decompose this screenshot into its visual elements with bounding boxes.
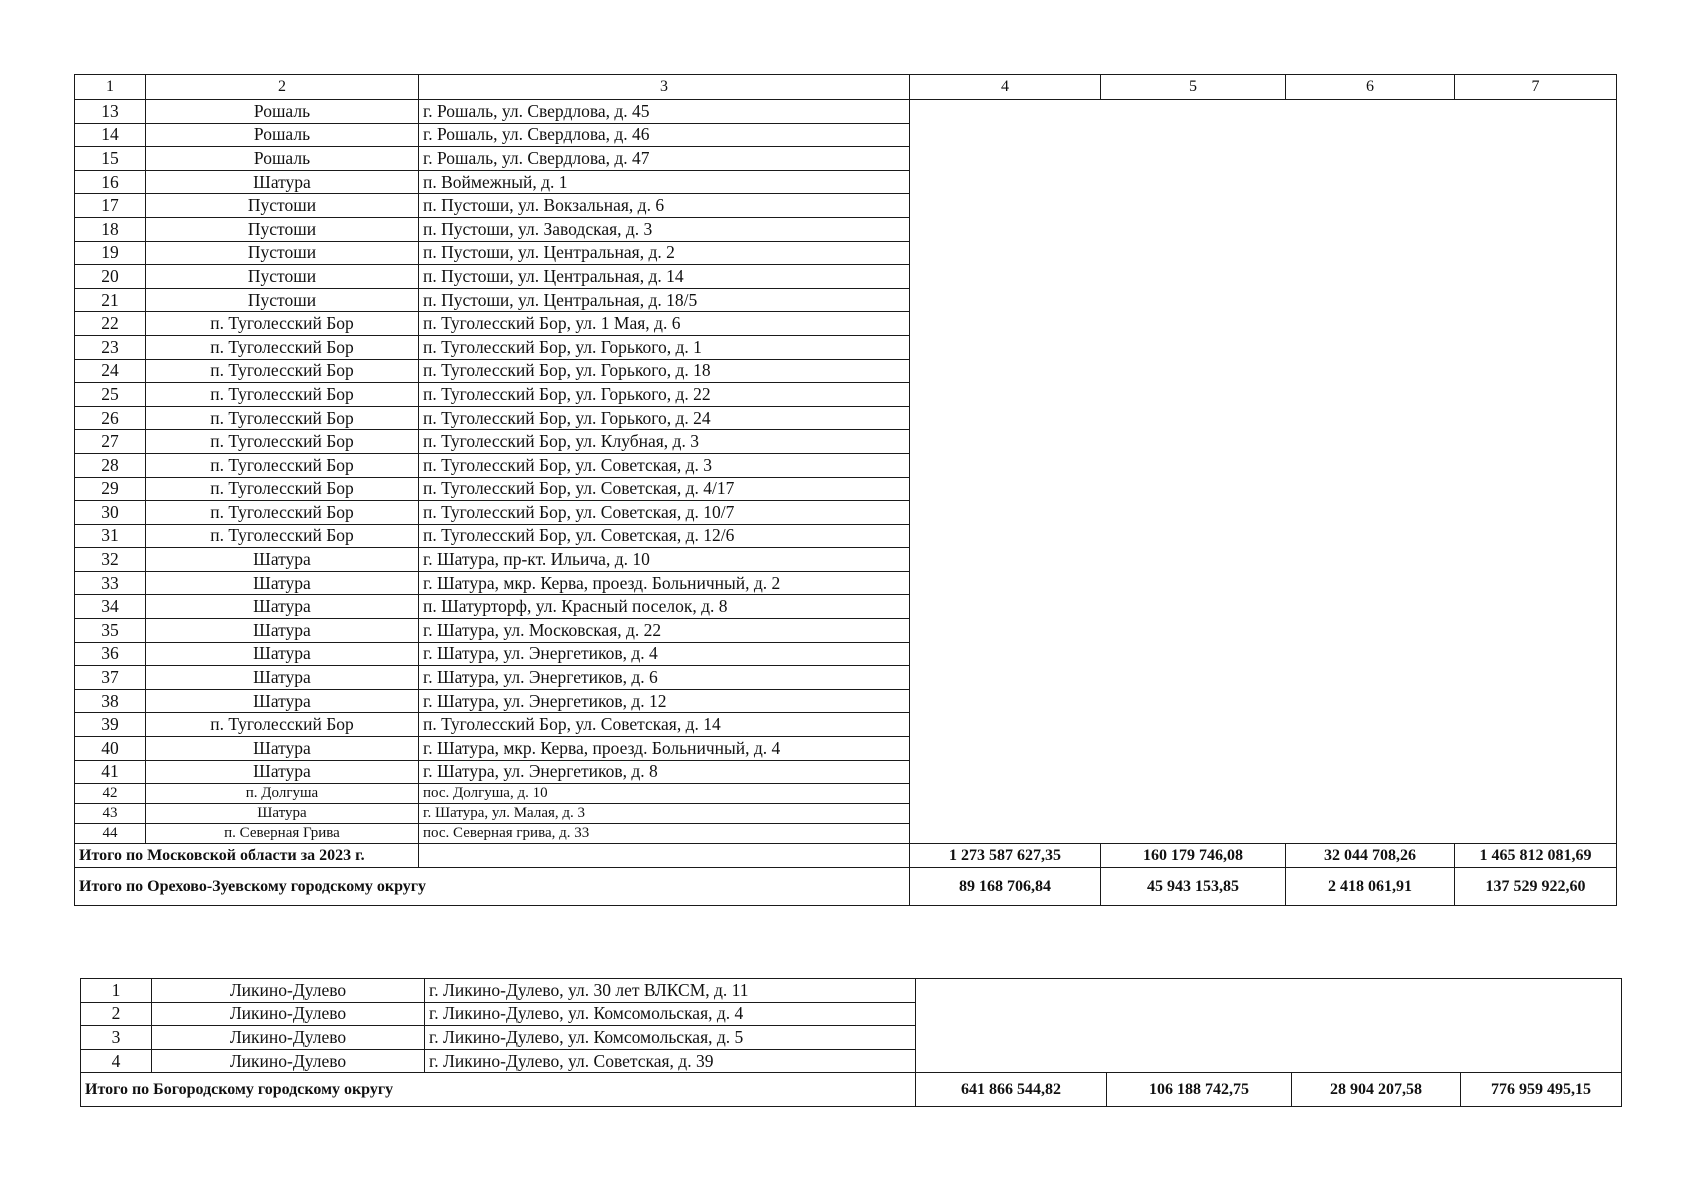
col-header-1: 1 [75, 75, 146, 100]
row-number: 27 [75, 430, 146, 454]
row-number: 35 [75, 619, 146, 643]
total-label: Итого по Орехово-Зуевскому городскому округу [75, 868, 910, 906]
row-number: 16 [75, 170, 146, 194]
row-number: 28 [75, 453, 146, 477]
address-cell: пос. Долгуша, д. 10 [419, 784, 910, 804]
row-number: 24 [75, 359, 146, 383]
row-number: 14 [75, 123, 146, 147]
locality-cell: п. Туголесский Бор [146, 430, 419, 454]
locality-cell: Шатура [146, 737, 419, 761]
address-cell: п. Туголесский Бор, ул. Клубная, д. 3 [419, 430, 910, 454]
row-number: 39 [75, 713, 146, 737]
row-number: 18 [75, 217, 146, 241]
locality-cell: Шатура [146, 760, 419, 784]
total-label: Итого по Московской области за 2023 г. [75, 844, 419, 868]
locality-cell: Шатура [146, 689, 419, 713]
total-row [81, 1073, 1622, 1107]
locality-cell: Ликино-Дулево [152, 1002, 425, 1026]
total-value-7: 137 529 922,60 [1455, 868, 1617, 906]
row-number: 17 [75, 194, 146, 218]
col-header-3: 3 [419, 75, 910, 100]
row-number: 30 [75, 501, 146, 525]
column-number-header-row [75, 75, 1617, 100]
total-value-6: 2 418 061,91 [1286, 868, 1455, 906]
addresses-table [74, 74, 1617, 906]
address-cell: п. Пустоши, ул. Центральная, д. 14 [419, 265, 910, 289]
row-number: 40 [75, 737, 146, 761]
total-value-5: 160 179 746,08 [1101, 844, 1286, 868]
row-number: 4 [81, 1049, 152, 1073]
address-cell: г. Шатура, ул. Энергетиков, д. 8 [419, 760, 910, 784]
locality-cell: Пустоши [146, 241, 419, 265]
address-cell: г. Шатура, ул. Московская, д. 22 [419, 619, 910, 643]
locality-cell: п. Туголесский Бор [146, 406, 419, 430]
address-cell: п. Пустоши, ул. Центральная, д. 2 [419, 241, 910, 265]
address-cell: п. Туголесский Бор, ул. Советская, д. 10/7 [419, 501, 910, 525]
row-number: 31 [75, 524, 146, 548]
address-cell: г. Ликино-Дулево, ул. Комсомольская, д. 4 [425, 1002, 916, 1026]
total-value-4: 89 168 706,84 [910, 868, 1101, 906]
col-header-2: 2 [146, 75, 419, 100]
row-number: 41 [75, 760, 146, 784]
address-cell: г. Рошаль, ул. Свердлова, д. 46 [419, 123, 910, 147]
address-cell: п. Пустоши, ул. Заводская, д. 3 [419, 217, 910, 241]
total-label: Итого по Богородскому городскому округу [81, 1073, 916, 1107]
row-number: 34 [75, 595, 146, 619]
locality-cell: п. Долгуша [146, 784, 419, 804]
address-cell: г. Ликино-Дулево, ул. 30 лет ВЛКСМ, д. 11 [425, 979, 916, 1003]
locality-cell: п. Туголесский Бор [146, 359, 419, 383]
total-empty-cell [419, 844, 910, 868]
col-header-4: 4 [910, 75, 1101, 100]
address-cell: пос. Северная грива, д. 33 [419, 824, 910, 844]
locality-cell: Шатура [146, 170, 419, 194]
address-cell: п. Пустоши, ул. Вокзальная, д. 6 [419, 194, 910, 218]
locality-cell: Шатура [146, 571, 419, 595]
locality-cell: Шатура [146, 642, 419, 666]
locality-cell: п. Туголесский Бор [146, 312, 419, 336]
locality-cell: Шатура [146, 619, 419, 643]
address-cell: п. Воймежный, д. 1 [419, 170, 910, 194]
address-cell: п. Туголесский Бор, ул. Горького, д. 22 [419, 383, 910, 407]
address-cell: г. Шатура, ул. Энергетиков, д. 4 [419, 642, 910, 666]
row-number: 25 [75, 383, 146, 407]
locality-cell: Пустоши [146, 288, 419, 312]
total-row [75, 868, 1617, 906]
row-number: 2 [81, 1002, 152, 1026]
address-cell: п. Туголесский Бор, ул. Горького, д. 24 [419, 406, 910, 430]
total-value-4: 1 273 587 627,35 [910, 844, 1101, 868]
table-row [81, 979, 1622, 1003]
total-value-7: 1 465 812 081,69 [1455, 844, 1617, 868]
row-number: 42 [75, 784, 146, 804]
address-cell: п. Туголесский Бор, ул. Советская, д. 12/6 [419, 524, 910, 548]
total-value-5: 106 188 742,75 [1107, 1073, 1292, 1107]
locality-cell: Ликино-Дулево [152, 979, 425, 1003]
row-number: 43 [75, 804, 146, 824]
locality-cell: Шатура [146, 548, 419, 572]
address-cell: п. Туголесский Бор, ул. Горького, д. 18 [419, 359, 910, 383]
locality-cell: п. Туголесский Бор [146, 524, 419, 548]
locality-cell: п. Туголесский Бор [146, 501, 419, 525]
address-cell: п. Туголесский Бор, ул. Советская, д. 4/17 [419, 477, 910, 501]
merged-empty-cell [910, 100, 1617, 844]
row-number: 13 [75, 100, 146, 124]
address-cell: г. Шатура, ул. Малая, д. 3 [419, 804, 910, 824]
row-number: 1 [81, 979, 152, 1003]
address-cell: г. Шатура, пр-кт. Ильича, д. 10 [419, 548, 910, 572]
locality-cell: п. Туголесский Бор [146, 335, 419, 359]
locality-cell: Пустоши [146, 194, 419, 218]
address-cell: п. Туголесский Бор, ул. Советская, д. 3 [419, 453, 910, 477]
row-number: 23 [75, 335, 146, 359]
address-cell: г. Шатура, ул. Энергетиков, д. 6 [419, 666, 910, 690]
locality-cell: п. Туголесский Бор [146, 713, 419, 737]
address-cell: п. Туголесский Бор, ул. Советская, д. 14 [419, 713, 910, 737]
address-cell: г. Рошаль, ул. Свердлова, д. 45 [419, 100, 910, 124]
row-number: 26 [75, 406, 146, 430]
locality-cell: п. Туголесский Бор [146, 383, 419, 407]
row-number: 20 [75, 265, 146, 289]
merged-empty-cell [916, 979, 1622, 1073]
col-header-6: 6 [1286, 75, 1455, 100]
total-value-4: 641 866 544,82 [916, 1073, 1107, 1107]
locality-cell: Пустоши [146, 265, 419, 289]
locality-cell: Ликино-Дулево [152, 1026, 425, 1050]
total-row [75, 844, 1617, 868]
row-number: 29 [75, 477, 146, 501]
locality-cell: Шатура [146, 666, 419, 690]
address-cell: г. Ликино-Дулево, ул. Советская, д. 39 [425, 1049, 916, 1073]
locality-cell: Шатура [146, 595, 419, 619]
row-number: 32 [75, 548, 146, 572]
row-number: 33 [75, 571, 146, 595]
locality-cell: Рошаль [146, 100, 419, 124]
row-number: 3 [81, 1026, 152, 1050]
total-value-7: 776 959 495,15 [1461, 1073, 1622, 1107]
address-cell: п. Туголесский Бор, ул. Горького, д. 1 [419, 335, 910, 359]
locality-cell: п. Туголесский Бор [146, 477, 419, 501]
address-cell: п. Шатурторф, ул. Красный поселок, д. 8 [419, 595, 910, 619]
row-number: 38 [75, 689, 146, 713]
col-header-5: 5 [1101, 75, 1286, 100]
locality-cell: Рошаль [146, 123, 419, 147]
row-number: 37 [75, 666, 146, 690]
address-cell: п. Туголесский Бор, ул. 1 Мая, д. 6 [419, 312, 910, 336]
address-cell: г. Шатура, ул. Энергетиков, д. 12 [419, 689, 910, 713]
locality-cell: Ликино-Дулево [152, 1049, 425, 1073]
bogorodsk-table [80, 978, 1622, 1107]
address-cell: г. Шатура, мкр. Керва, проезд. Больничный, д. 2 [419, 571, 910, 595]
row-number: 44 [75, 824, 146, 844]
address-cell: п. Пустоши, ул. Центральная, д. 18/5 [419, 288, 910, 312]
address-cell: г. Ликино-Дулево, ул. Комсомольская, д. 5 [425, 1026, 916, 1050]
row-number: 19 [75, 241, 146, 265]
address-cell: г. Рошаль, ул. Свердлова, д. 47 [419, 147, 910, 171]
table-row [75, 100, 1617, 124]
locality-cell: Пустоши [146, 217, 419, 241]
locality-cell: п. Северная Грива [146, 824, 419, 844]
locality-cell: п. Туголесский Бор [146, 453, 419, 477]
row-number: 36 [75, 642, 146, 666]
row-number: 15 [75, 147, 146, 171]
locality-cell: Рошаль [146, 147, 419, 171]
row-number: 21 [75, 288, 146, 312]
row-number: 22 [75, 312, 146, 336]
total-value-5: 45 943 153,85 [1101, 868, 1286, 906]
locality-cell: Шатура [146, 804, 419, 824]
total-value-6: 32 044 708,26 [1286, 844, 1455, 868]
col-header-7: 7 [1455, 75, 1617, 100]
total-value-6: 28 904 207,58 [1292, 1073, 1461, 1107]
address-cell: г. Шатура, мкр. Керва, проезд. Больничный, д. 4 [419, 737, 910, 761]
